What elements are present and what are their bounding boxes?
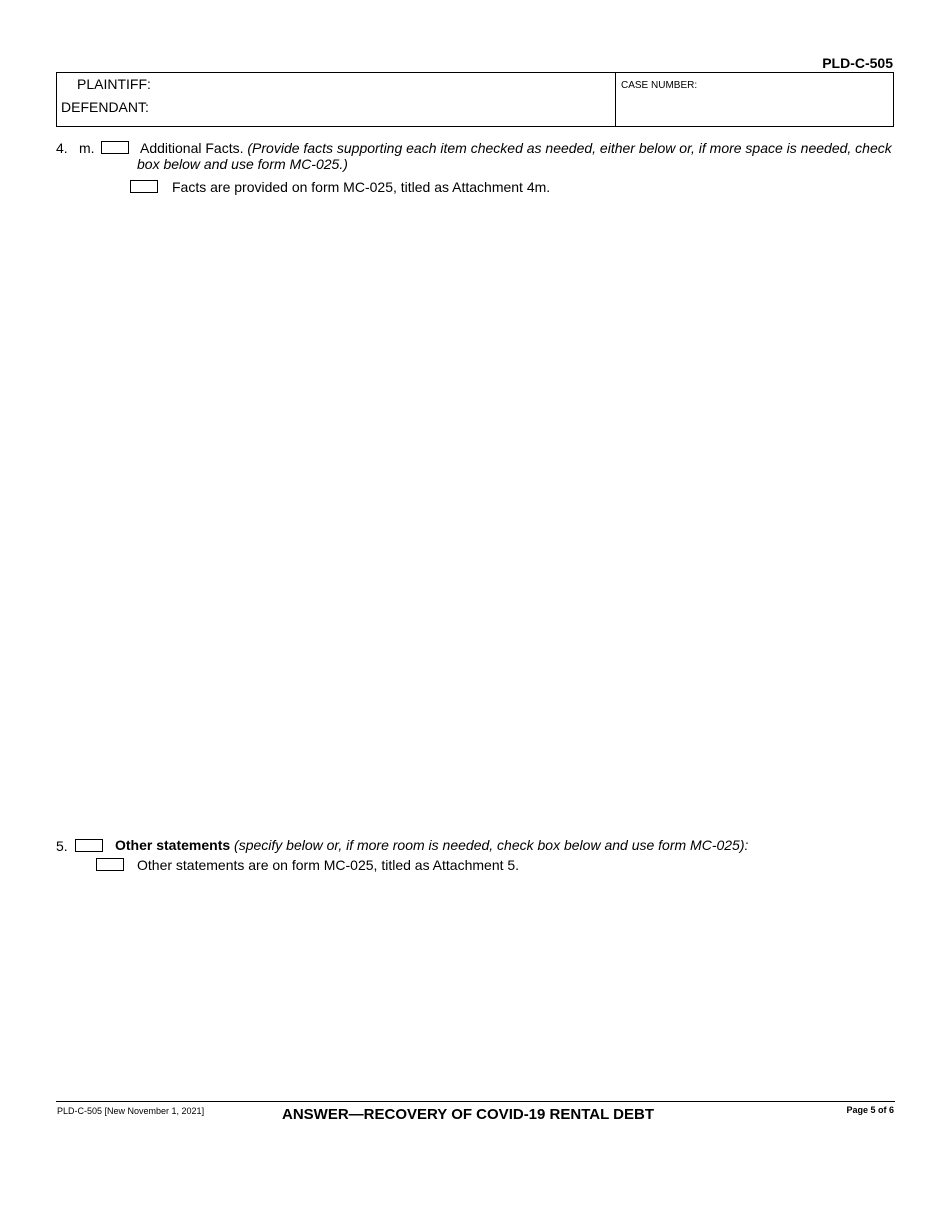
- item-5-checkbox[interactable]: [75, 839, 103, 852]
- item-4m-instruction-line2: box below and use form MC-025.): [137, 156, 348, 172]
- item-4m-instruction-line1: (Provide facts supporting each item checked as needed, either below or, if more space is needed, check: [247, 140, 892, 156]
- item-4m-heading: [140, 140, 892, 156]
- item-4m-letter: m.: [79, 140, 95, 156]
- item-5-heading: [115, 837, 748, 853]
- item-4m-attachment-text: Facts are provided on form MC-025, titled as Attachment 4m.: [172, 179, 551, 195]
- item-5-title: Other statements: [115, 837, 231, 853]
- footer-form-title: ANSWER—RECOVERY OF COVID-19 RENTAL DEBT: [282, 1106, 654, 1123]
- caption-divider: [615, 73, 616, 126]
- item-4m-attachment-checkbox[interactable]: [130, 180, 158, 193]
- case-caption-box: [56, 72, 894, 127]
- item-5-number: 5.: [56, 838, 68, 854]
- item-4m-title: Additional Facts.: [140, 140, 244, 156]
- form-id-header: PLD-C-505: [822, 55, 893, 71]
- item-5-instruction: (specify below or, if more room is needed, check box below and use form MC-025):: [234, 837, 749, 853]
- item-4-number: 4.: [56, 140, 68, 156]
- item-5-attachment-checkbox[interactable]: [96, 858, 124, 871]
- footer-rule: [56, 1101, 895, 1102]
- item-4m-checkbox[interactable]: [101, 141, 129, 154]
- plaintiff-label: PLAINTIFF:: [77, 76, 151, 92]
- item-5-attachment-text: Other statements are on form MC-025, titled as Attachment 5.: [137, 857, 520, 873]
- footer-form-revision: PLD-C-505 [New November 1, 2021]: [57, 1106, 205, 1116]
- defendant-label: DEFENDANT:: [61, 99, 149, 115]
- footer-page-number: Page 5 of 6: [846, 1105, 894, 1115]
- case-number-label: CASE NUMBER:: [621, 80, 698, 91]
